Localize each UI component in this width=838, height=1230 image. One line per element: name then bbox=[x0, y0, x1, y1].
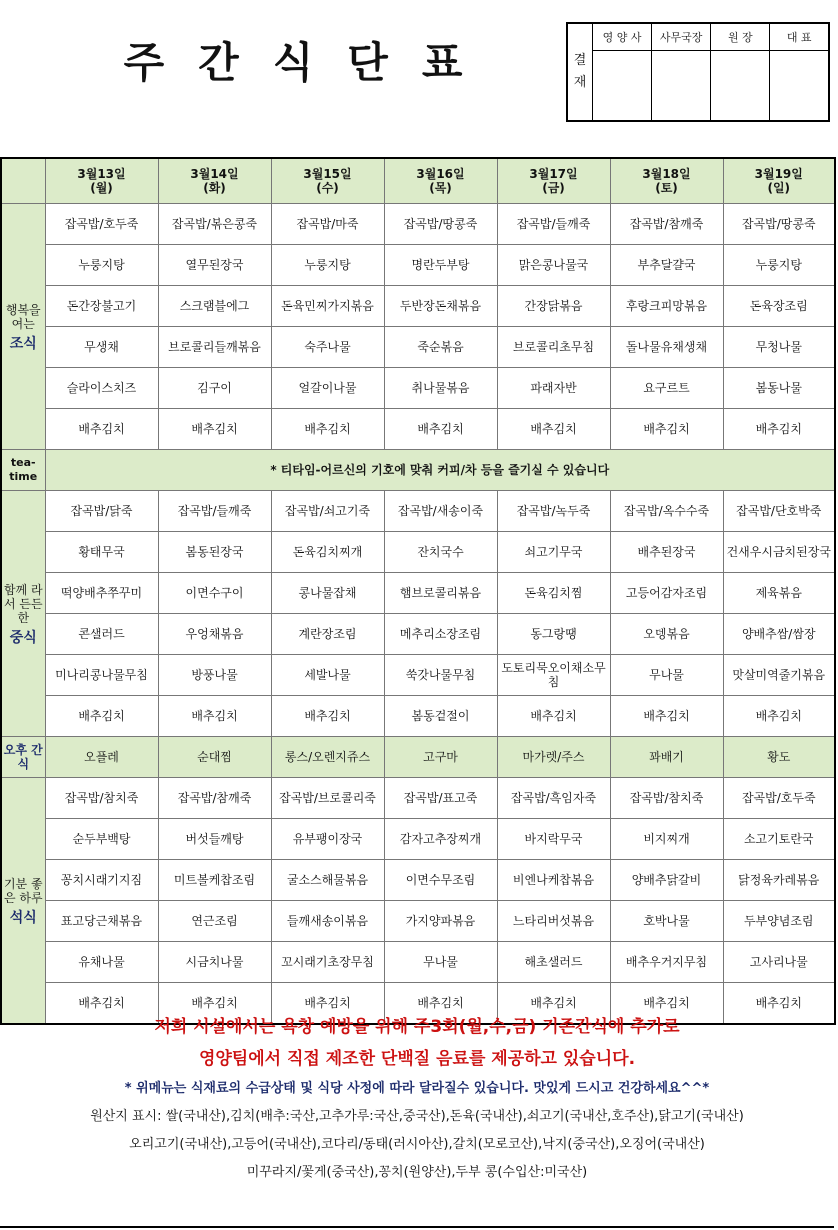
breakfast-menu-item: 배추김치 bbox=[45, 409, 158, 450]
footer-notes bbox=[0, 1004, 834, 1224]
approval-role-director: 원 장 bbox=[711, 23, 770, 51]
snack-item: 고구마 bbox=[384, 737, 497, 778]
breakfast-menu-item: 스크램블에그 bbox=[158, 286, 271, 327]
breakfast-menu-item: 돈간장불고기 bbox=[45, 286, 158, 327]
lunch-menu-item: 무나물 bbox=[610, 655, 723, 696]
breakfast-label-desc: 행복을 여는 bbox=[5, 302, 41, 331]
day-header bbox=[610, 158, 723, 204]
dinner-menu-item: 잡곡밥/참치죽 bbox=[610, 778, 723, 819]
lunch-menu-item: 방풍나물 bbox=[158, 655, 271, 696]
dinner-menu-item: 배추김치 bbox=[497, 983, 610, 1025]
lunch-menu-item: 배추된장국 bbox=[610, 532, 723, 573]
lunch-menu-item: 도토리묵오이채소무침 bbox=[497, 655, 610, 696]
breakfast-menu-item: 잡곡밥/호두죽 bbox=[45, 204, 158, 245]
breakfast-menu-item: 잡곡밥/들깨죽 bbox=[497, 204, 610, 245]
menu-change-notice: * 위메뉴는 식재료의 수급상태 및 식당 사정에 따라 달라질수 있습니다. 맛있게 드시고 건강하세요^^* bbox=[124, 1081, 710, 1096]
lunch-label bbox=[1, 491, 45, 737]
dinner-menu-item: 이면수무조림 bbox=[384, 860, 497, 901]
dinner-menu-item: 호박나물 bbox=[610, 901, 723, 942]
lunch-menu-item: 세발나물 bbox=[271, 655, 384, 696]
day-header bbox=[384, 158, 497, 204]
breakfast-menu-item: 잡곡밥/참깨죽 bbox=[610, 204, 723, 245]
dinner-menu-item: 배추김치 bbox=[158, 983, 271, 1025]
origin-line-2: 오리고기(국내산),고등어(국내산),코다리/동태(러시아산),갈치(모로코산),낙지(중국산),오징어(국내산) bbox=[129, 1137, 705, 1152]
dinner-menu-item: 비지찌개 bbox=[610, 819, 723, 860]
breakfast-label bbox=[1, 204, 45, 450]
breakfast-menu-item: 죽순볶음 bbox=[384, 327, 497, 368]
weekly-menu-table bbox=[0, 157, 836, 1025]
lunch-menu-item: 쇠고기무국 bbox=[497, 532, 610, 573]
lunch-menu-item: 동그랑땡 bbox=[497, 614, 610, 655]
lunch-menu-item: 잡곡밥/옥수수죽 bbox=[610, 491, 723, 532]
lunch-menu-item: 떡양배추쭈꾸미 bbox=[45, 573, 158, 614]
breakfast-menu-item: 얼갈이나물 bbox=[271, 368, 384, 409]
dinner-menu-item: 배추김치 bbox=[384, 983, 497, 1025]
breakfast-menu-item: 배추김치 bbox=[610, 409, 723, 450]
lunch-menu-item: 제육볶음 bbox=[723, 573, 835, 614]
dinner-menu-item: 배추김치 bbox=[45, 983, 158, 1025]
lunch-menu-item: 잔치국수 bbox=[384, 532, 497, 573]
protein-notice-line1: 저희 시설에서는 욕창 예방을 위해 주3회(월,수,금) 기존간식에 추가로 bbox=[154, 1017, 680, 1037]
breakfast-menu-item: 잡곡밥/볶은콩죽 bbox=[158, 204, 271, 245]
breakfast-menu-item: 취나물볶음 bbox=[384, 368, 497, 409]
snack-item: 황도 bbox=[723, 737, 835, 778]
dinner-menu-item: 잡곡밥/호두죽 bbox=[723, 778, 835, 819]
dinner-menu-item: 가지양파볶음 bbox=[384, 901, 497, 942]
dinner-menu-item: 무나물 bbox=[384, 942, 497, 983]
breakfast-menu-item: 파래자반 bbox=[497, 368, 610, 409]
lunch-menu-item: 우엉채볶음 bbox=[158, 614, 271, 655]
lunch-menu-item: 배추김치 bbox=[45, 696, 158, 737]
lunch-menu-item: 오뎅볶음 bbox=[610, 614, 723, 655]
breakfast-menu-item: 잡곡밥/마죽 bbox=[271, 204, 384, 245]
dinner-menu-item: 들깨새송이볶음 bbox=[271, 901, 384, 942]
lunch-menu-item: 양배추쌈/쌈장 bbox=[723, 614, 835, 655]
lunch-menu-item: 메추리소장조림 bbox=[384, 614, 497, 655]
lunch-menu-item: 계란장조림 bbox=[271, 614, 384, 655]
dinner-menu-item: 잡곡밥/참깨죽 bbox=[158, 778, 271, 819]
lunch-menu-item: 봄동된장국 bbox=[158, 532, 271, 573]
breakfast-menu-item: 봄동나물 bbox=[723, 368, 835, 409]
breakfast-menu-item: 돌나물유채생채 bbox=[610, 327, 723, 368]
dinner-menu-item: 잡곡밥/참치죽 bbox=[45, 778, 158, 819]
approval-sign-box bbox=[593, 51, 652, 122]
day-of-week: (화) bbox=[203, 181, 226, 195]
lunch-menu-item: 배추김치 bbox=[723, 696, 835, 737]
breakfast-menu-item: 잡곡밥/땅콩죽 bbox=[384, 204, 497, 245]
day-of-week: (금) bbox=[542, 181, 565, 195]
dinner-label bbox=[1, 778, 45, 1025]
origin-line-3: 미꾸라지/꽃게(중국산),꽁치(원양산),두부 콩(수입산:미국산) bbox=[246, 1165, 588, 1180]
breakfast-menu-item: 누룽지탕 bbox=[723, 245, 835, 286]
dinner-menu-item: 시금치나물 bbox=[158, 942, 271, 983]
lunch-menu-item: 잡곡밥/녹두죽 bbox=[497, 491, 610, 532]
lunch-menu-item: 배추김치 bbox=[610, 696, 723, 737]
day-header bbox=[45, 158, 158, 204]
day-date: 3월16일 bbox=[416, 167, 465, 181]
approval-sign-box bbox=[711, 51, 770, 122]
dinner-menu-item: 잡곡밥/브로콜리죽 bbox=[271, 778, 384, 819]
approval-role-nutritionist: 영 양 사 bbox=[593, 23, 652, 51]
breakfast-menu-item: 누룽지탕 bbox=[271, 245, 384, 286]
dinner-menu-item: 표고당근채볶음 bbox=[45, 901, 158, 942]
snack-label: 오후 간식 bbox=[1, 737, 45, 778]
breakfast-menu-item: 숙주나물 bbox=[271, 327, 384, 368]
breakfast-menu-item: 배추김치 bbox=[271, 409, 384, 450]
approval-label: 결재 bbox=[567, 23, 593, 121]
breakfast-menu-item: 부추달걀국 bbox=[610, 245, 723, 286]
bottom-rule bbox=[0, 1226, 834, 1228]
dinner-menu-item: 잡곡밥/흑임자죽 bbox=[497, 778, 610, 819]
dinner-menu-item: 꼬시래기초장무침 bbox=[271, 942, 384, 983]
breakfast-menu-item: 돈육민찌가지볶음 bbox=[271, 286, 384, 327]
lunch-menu-item: 미나리콩나물무침 bbox=[45, 655, 158, 696]
origin-line-1: 원산지 표시: 쌀(국내산),김치(배추:국산,고추가루:국산,중국산),돈육(국내산),쇠고기(국내산,호주산),닭고기(국내산) bbox=[90, 1109, 744, 1124]
approval-sign-box bbox=[652, 51, 711, 122]
day-of-week: (토) bbox=[655, 181, 678, 195]
day-date: 3월18일 bbox=[642, 167, 691, 181]
teatime-note: * 티타임-어르신의 기호에 맞춰 커피/차 등을 즐기실 수 있습니다 bbox=[45, 450, 835, 491]
breakfast-menu-item: 잡곡밥/땅콩죽 bbox=[723, 204, 835, 245]
dinner-menu-item: 유부팽이장국 bbox=[271, 819, 384, 860]
page-title: 주간식단표 bbox=[123, 38, 497, 87]
breakfast-menu-item: 무청나물 bbox=[723, 327, 835, 368]
breakfast-menu-item: 김구이 bbox=[158, 368, 271, 409]
breakfast-menu-item: 배추김치 bbox=[723, 409, 835, 450]
dinner-menu-item: 배추김치 bbox=[271, 983, 384, 1025]
snack-item: 오플레 bbox=[45, 737, 158, 778]
dinner-menu-item: 두부양념조림 bbox=[723, 901, 835, 942]
breakfast-menu-item: 배추김치 bbox=[158, 409, 271, 450]
dinner-menu-item: 유채나물 bbox=[45, 942, 158, 983]
dinner-label-desc: 기분 좋은 하루 bbox=[3, 876, 43, 905]
dinner-menu-item: 해초샐러드 bbox=[497, 942, 610, 983]
breakfast-label-main: 조식 bbox=[9, 335, 37, 352]
breakfast-menu-item: 요구르트 bbox=[610, 368, 723, 409]
dinner-label-main: 석식 bbox=[9, 909, 37, 926]
dinner-menu-item: 굴소스해물볶음 bbox=[271, 860, 384, 901]
breakfast-menu-item: 돈육장조림 bbox=[723, 286, 835, 327]
lunch-menu-item: 이면수구이 bbox=[158, 573, 271, 614]
lunch-menu-item: 콩나물잡채 bbox=[271, 573, 384, 614]
breakfast-menu-item: 브로콜리초무침 bbox=[497, 327, 610, 368]
breakfast-menu-item: 두반장돈채볶음 bbox=[384, 286, 497, 327]
dinner-menu-item: 잡곡밥/표고죽 bbox=[384, 778, 497, 819]
day-of-week: (일) bbox=[767, 181, 791, 195]
dinner-menu-item: 닭정육카레볶음 bbox=[723, 860, 835, 901]
dinner-menu-item: 감자고추장찌개 bbox=[384, 819, 497, 860]
day-header bbox=[497, 158, 610, 204]
snack-item: 롱스/오렌지쥬스 bbox=[271, 737, 384, 778]
day-of-week: (수) bbox=[316, 181, 339, 195]
approval-role-secretary: 사무국장 bbox=[652, 23, 711, 51]
day-of-week: (목) bbox=[429, 181, 452, 195]
lunch-menu-item: 돈육김치찜 bbox=[497, 573, 610, 614]
dinner-menu-item: 배추김치 bbox=[723, 983, 835, 1025]
protein-notice-line2: 영양팀에서 직접 제조한 단백질 음료를 제공하고 있습니다. bbox=[198, 1049, 636, 1069]
lunch-menu-item: 맛살미역줄기볶음 bbox=[723, 655, 835, 696]
lunch-menu-item: 황태무국 bbox=[45, 532, 158, 573]
breakfast-menu-item: 간장닭볶음 bbox=[497, 286, 610, 327]
lunch-label-desc: 함께 라서 든든한 bbox=[3, 582, 43, 625]
dinner-menu-item: 미트볼케찹조림 bbox=[158, 860, 271, 901]
dinner-menu-item: 양배추닭갈비 bbox=[610, 860, 723, 901]
lunch-menu-item: 봄동겉절이 bbox=[384, 696, 497, 737]
teatime-label: tea-time bbox=[1, 450, 45, 491]
lunch-menu-item: 햄브로콜리볶음 bbox=[384, 573, 497, 614]
lunch-menu-item: 잡곡밥/들깨죽 bbox=[158, 491, 271, 532]
lunch-menu-item: 콘샐러드 bbox=[45, 614, 158, 655]
dinner-menu-item: 배추김치 bbox=[610, 983, 723, 1025]
breakfast-menu-item: 배추김치 bbox=[384, 409, 497, 450]
day-date: 3월15일 bbox=[303, 167, 352, 181]
dinner-menu-item: 연근조림 bbox=[158, 901, 271, 942]
lunch-menu-item: 건새우시금치된장국 bbox=[723, 532, 835, 573]
day-date: 3월14일 bbox=[190, 167, 239, 181]
dinner-menu-item: 순두부백탕 bbox=[45, 819, 158, 860]
day-date: 3월17일 bbox=[529, 167, 578, 181]
day-header bbox=[158, 158, 271, 204]
approval-role-ceo: 대 표 bbox=[770, 23, 829, 51]
lunch-label-main: 중식 bbox=[9, 629, 37, 646]
lunch-menu-item: 돈육김치찌개 bbox=[271, 532, 384, 573]
breakfast-menu-item: 무생채 bbox=[45, 327, 158, 368]
dinner-menu-item: 버섯들깨탕 bbox=[158, 819, 271, 860]
snack-item: 마가렛/주스 bbox=[497, 737, 610, 778]
dinner-menu-item: 바지락무국 bbox=[497, 819, 610, 860]
lunch-menu-item: 잡곡밥/단호박죽 bbox=[723, 491, 835, 532]
day-header bbox=[723, 158, 835, 204]
snack-item: 꽈배기 bbox=[610, 737, 723, 778]
breakfast-menu-item: 맑은콩나물국 bbox=[497, 245, 610, 286]
dinner-menu-item: 배추우거지무침 bbox=[610, 942, 723, 983]
breakfast-menu-item: 후랑크피망볶음 bbox=[610, 286, 723, 327]
lunch-menu-item: 배추김치 bbox=[158, 696, 271, 737]
day-of-week: (월) bbox=[90, 181, 113, 195]
lunch-menu-item: 잡곡밥/새송이죽 bbox=[384, 491, 497, 532]
lunch-menu-item: 고등어감자조림 bbox=[610, 573, 723, 614]
dinner-menu-item: 느타리버섯볶음 bbox=[497, 901, 610, 942]
breakfast-menu-item: 누룽지탕 bbox=[45, 245, 158, 286]
lunch-menu-item: 쑥갓나물무침 bbox=[384, 655, 497, 696]
day-header bbox=[271, 158, 384, 204]
day-date: 3월13일 bbox=[77, 167, 126, 181]
breakfast-menu-item: 명란두부탕 bbox=[384, 245, 497, 286]
lunch-menu-item: 잡곡밥/쇠고기죽 bbox=[271, 491, 384, 532]
snack-item: 순대찜 bbox=[158, 737, 271, 778]
dinner-menu-item: 고사리나물 bbox=[723, 942, 835, 983]
dinner-menu-item: 비엔나케찹볶음 bbox=[497, 860, 610, 901]
breakfast-menu-item: 열무된장국 bbox=[158, 245, 271, 286]
approval-box bbox=[566, 22, 830, 122]
dinner-menu-item: 꽁치시래기지짐 bbox=[45, 860, 158, 901]
approval-sign-box bbox=[770, 51, 829, 122]
day-date: 3월19일 bbox=[754, 167, 803, 181]
breakfast-menu-item: 브로콜리들깨볶음 bbox=[158, 327, 271, 368]
breakfast-menu-item: 슬라이스치즈 bbox=[45, 368, 158, 409]
lunch-menu-item: 배추김치 bbox=[497, 696, 610, 737]
breakfast-menu-item: 배추김치 bbox=[497, 409, 610, 450]
dinner-menu-item: 소고기토란국 bbox=[723, 819, 835, 860]
corner-cell bbox=[1, 158, 45, 204]
lunch-menu-item: 잡곡밥/닭죽 bbox=[45, 491, 158, 532]
lunch-menu-item: 배추김치 bbox=[271, 696, 384, 737]
